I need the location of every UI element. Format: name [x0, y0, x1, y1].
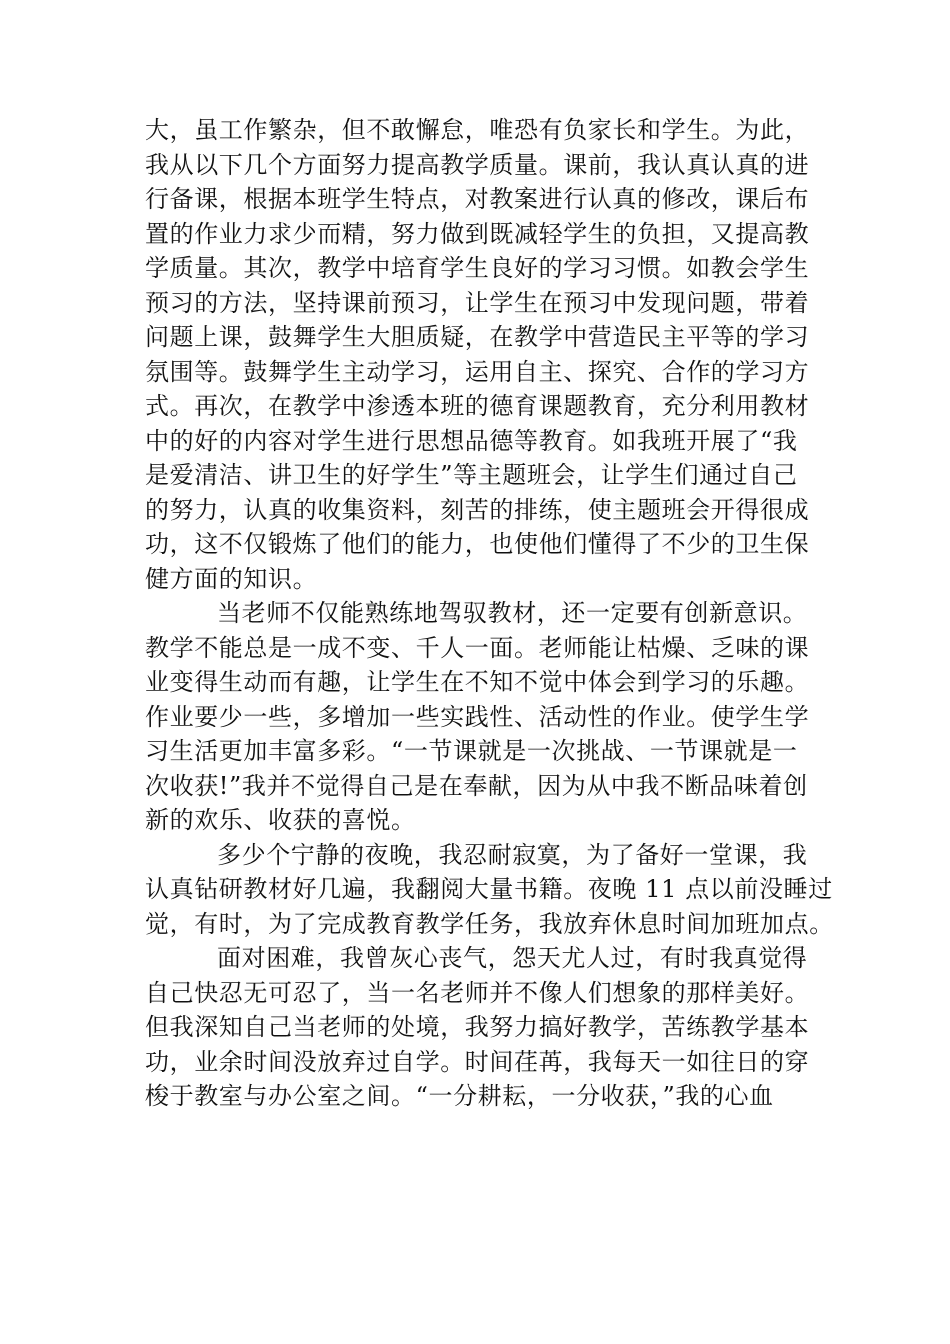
text-line: 中的好的内容对学生进行思想品德等教育。如我班开展了“我 — [145, 426, 798, 455]
body-text — [145, 113, 834, 1114]
text-line: 梭于教室与办公室之间。“一分耕耘，一分收获，”我的心血 — [145, 1082, 774, 1110]
text-line: 次收获!”我并不觉得自己是在奉献，因为从中我不断品味着创 — [145, 771, 808, 800]
text-line: 的努力，认真的收集资料，刻苦的排练，使主题班会开得很成 — [145, 495, 810, 524]
text-line: 我从以下几个方面努力提高教学质量。课前，我认真认真的进 — [145, 150, 810, 179]
text-line: 习生活更加丰富多彩。“一节课就是一次挑战、一节课就是一 — [145, 737, 798, 765]
text-line: 功，业余时间没放弃过自学。时间荏苒，我每天一如往日的穿 — [145, 1047, 810, 1076]
text-line: 置的作业力求少而精，努力做到既减轻学生的负担，又提高教 — [145, 219, 810, 248]
text-line: 作业要少一些，多增加一些实践性、活动性的作业。使学生学 — [145, 702, 810, 731]
text-line: 功，这不仅锻炼了他们的能力，也使他们懂得了不少的卫生保 — [145, 530, 810, 558]
text-line: 教学不能总是一成不变、千人一面。老师能让枯燥、乏味的课 — [145, 633, 810, 662]
text-line: 认真钻研教材好几遍，我翻阅大量书籍。夜晚 11 点以前没睡过 — [145, 875, 833, 903]
text-line: 行备课，根据本班学生特点，对教案进行认真的修改，课后布 — [145, 185, 810, 213]
paragraph-first-line: 多少个宁静的夜晚，我忍耐寂寞，为了备好一堂课，我 — [217, 840, 808, 869]
paragraph-first-line: 面对困难，我曾灰心丧气，怨天尤人过，有时我真觉得 — [217, 944, 808, 972]
text-line: 健方面的知识。 — [145, 564, 318, 593]
text-line: 问题上课，鼓舞学生大胆质疑，在教学中营造民主平等的学习 — [145, 323, 810, 351]
text-line: 式。再次，在教学中渗透本班的德育课题教育，充分利用教材 — [145, 392, 810, 420]
text-line: 学质量。其次，教学中培育学生良好的学习习惯。如教会学生 — [145, 254, 810, 282]
text-line: 大，虽工作繁杂，但不敢懈怠，唯恐有负家长和学生。为此， — [145, 116, 810, 144]
text-line: 觉，有时，为了完成教育教学任务，我放弃休息时间加班加点。 — [145, 909, 834, 938]
text-line: 预习的方法，坚持课前预习，让学生在预习中发现问题，带着 — [145, 288, 810, 317]
text-line: 自己快忍无可忍了，当一名老师并不像人们想象的那样美好。 — [145, 978, 810, 1007]
paragraph-first-line: 当老师不仅能熟练地驾驭教材，还一定要有创新意识。 — [217, 599, 808, 627]
text-line: 是爱清洁、讲卫生的好学生”等主题班会，让学生们通过自己 — [145, 461, 798, 489]
text-line: 但我深知自己当老师的处境，我努力搞好教学，苦练教学基本 — [145, 1013, 810, 1041]
text-line: 业变得生动而有趣，让学生在不知不觉中体会到学习的乐趣。 — [145, 668, 810, 696]
text-line: 氛围等。鼓舞学生主动学习，运用自主、探究、合作的学习方 — [145, 357, 810, 386]
text-line: 新的欢乐、收获的喜悦。 — [145, 806, 416, 834]
